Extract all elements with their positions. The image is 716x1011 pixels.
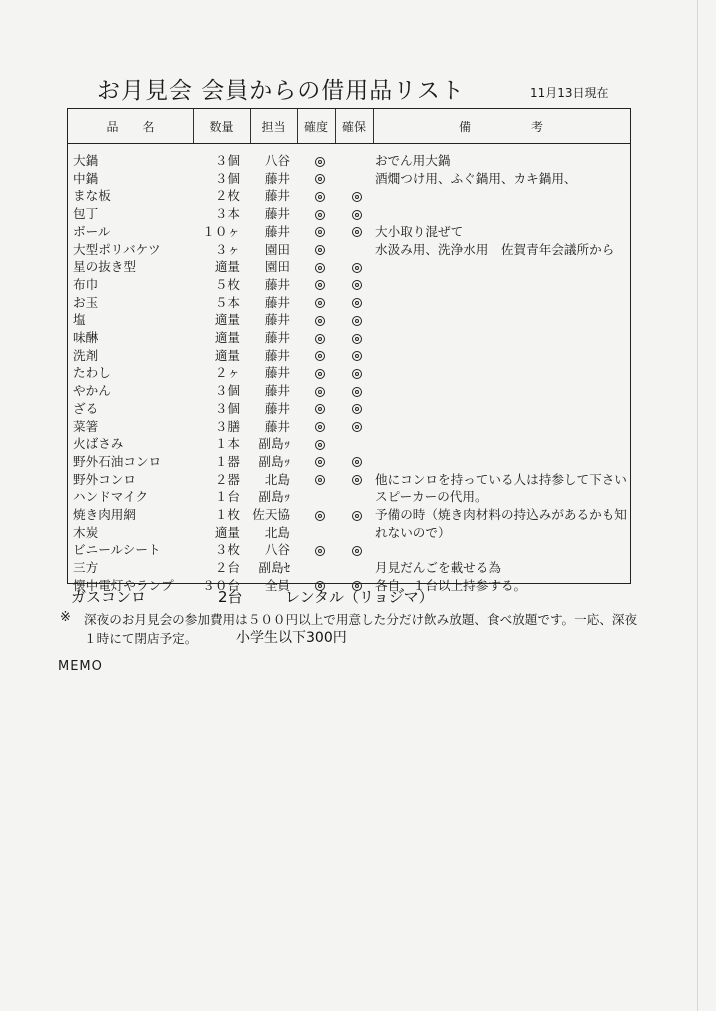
double-circle-icon — [352, 316, 362, 326]
item-name: ざる — [73, 400, 99, 416]
handwritten-extra-qty: 2台 — [218, 588, 243, 606]
kakutei-cell — [310, 506, 330, 524]
item-tanto: 北島 — [264, 471, 290, 487]
kakuho-cell — [347, 329, 367, 347]
item-qty: ２器 — [214, 471, 240, 487]
table-row — [68, 276, 630, 294]
double-circle-icon — [352, 546, 362, 556]
item-qty: ２台 — [214, 560, 240, 576]
item-qty: 適量 — [214, 330, 240, 345]
double-circle-icon — [315, 245, 325, 255]
item-qty: 適量 — [214, 259, 240, 275]
kakuho-cell — [347, 258, 367, 276]
item-tanto: 八谷 — [264, 153, 290, 168]
kakutei-cell — [310, 364, 330, 382]
kakutei-cell — [310, 170, 330, 188]
item-qty: ３個 — [214, 383, 240, 399]
item-qty: １本 — [214, 436, 240, 452]
item-name: 野外石油コンロ — [73, 453, 162, 469]
double-circle-icon — [352, 298, 362, 308]
item-qty: 適量 — [214, 524, 240, 540]
kakutei-cell — [310, 471, 330, 489]
double-circle-icon — [352, 404, 362, 414]
item-biko: 各自、１台以上持参する。 — [375, 577, 527, 593]
item-tanto: 藤井 — [264, 383, 290, 399]
table-row — [68, 170, 630, 188]
item-tanto: 藤井 — [264, 276, 290, 292]
item-name: 三方 — [73, 560, 99, 576]
item-tanto: 園田 — [264, 259, 290, 275]
item-biko: おでん用大鍋 — [375, 153, 451, 168]
item-tanto: 全員 — [264, 577, 290, 593]
table-row — [68, 258, 630, 276]
item-biko: れないので） — [375, 524, 451, 540]
item-qty: ３本 — [214, 206, 240, 222]
table-row — [68, 453, 630, 471]
double-circle-icon — [315, 316, 325, 326]
kakuho-cell — [347, 311, 367, 329]
note-text: 深夜のお月見会の参加費用は５００円以上で用意した分だけ飲み放題、食べ放題です。一応、深夜１時にて閉店予定。 — [84, 612, 638, 646]
item-tanto: 副島ｯ — [258, 453, 290, 469]
double-circle-icon — [315, 457, 325, 467]
table-row — [68, 382, 630, 400]
table-row — [68, 294, 630, 312]
item-qty: ３個 — [214, 153, 240, 168]
kakutei-cell — [310, 241, 330, 259]
item-name: 大鍋 — [73, 153, 99, 168]
item-tanto: 藤井 — [264, 347, 290, 363]
item-name: 包丁 — [73, 206, 99, 222]
table-row — [68, 418, 630, 436]
double-circle-icon — [315, 174, 325, 184]
double-circle-icon — [315, 440, 325, 450]
double-circle-icon — [352, 457, 362, 467]
header-name: 品 名 — [106, 120, 155, 134]
item-tanto: 藤井 — [264, 312, 290, 328]
item-tanto: 藤井 — [264, 418, 290, 434]
kakuho-cell — [347, 347, 367, 365]
double-circle-icon — [315, 334, 325, 344]
item-name: ハンドマイク — [73, 489, 149, 505]
kakuho-cell — [347, 276, 367, 294]
item-name: 布巾 — [73, 276, 99, 292]
double-circle-icon — [315, 263, 325, 273]
kakutei-cell — [310, 541, 330, 559]
item-table — [67, 108, 631, 593]
item-qty: ５本 — [214, 294, 240, 310]
double-circle-icon — [315, 387, 325, 397]
table-row — [68, 347, 630, 365]
item-tanto: 藤井 — [264, 188, 290, 204]
double-circle-icon — [315, 210, 325, 220]
header-biko: 備 考 — [458, 120, 543, 134]
item-biko: 他にコンロを持っている人は持参して下さい — [375, 471, 627, 487]
table-header — [68, 109, 630, 144]
double-circle-icon — [315, 192, 325, 202]
kakuho-cell — [347, 223, 367, 241]
kakuho-cell — [347, 294, 367, 312]
item-name: 野外コンロ — [73, 471, 136, 487]
kakutei-cell — [310, 294, 330, 312]
item-tanto: 副島ｯ — [258, 436, 290, 452]
item-name: まな板 — [73, 188, 111, 204]
item-name: 星の抜き型 — [73, 259, 136, 275]
table-row — [68, 187, 630, 205]
item-tanto: 藤井 — [264, 170, 290, 186]
kakuho-cell — [347, 187, 367, 205]
item-qty: ２枚 — [214, 188, 240, 204]
table-row — [68, 311, 630, 329]
double-circle-icon — [352, 192, 362, 202]
item-qty: ３個 — [214, 400, 240, 416]
kakutei-cell — [310, 258, 330, 276]
double-circle-icon — [352, 511, 362, 521]
double-circle-icon — [352, 334, 362, 344]
kakutei-cell — [310, 418, 330, 436]
item-qty: ２ヶ — [214, 365, 240, 381]
note-asterisk: ※ — [60, 610, 71, 625]
table-row — [68, 329, 630, 347]
item-qty: ３ヶ — [214, 241, 240, 257]
item-name: 塩 — [73, 312, 86, 328]
item-tanto: 副島ｾ — [258, 560, 290, 576]
item-tanto: 佐天協 — [252, 507, 290, 522]
item-biko: 大小取り混ぜて — [375, 223, 464, 239]
table-row — [68, 506, 630, 524]
item-tanto: 藤井 — [264, 330, 290, 345]
double-circle-icon — [315, 280, 325, 290]
item-name: 木炭 — [73, 524, 99, 540]
item-biko: 予備の時（焼き肉材料の持込みがあるかも知 — [375, 507, 627, 522]
double-circle-icon — [352, 210, 362, 220]
item-name: お玉 — [73, 294, 99, 310]
item-qty: ３０台 — [202, 577, 240, 593]
double-circle-icon — [352, 369, 362, 379]
kakutei-cell — [310, 152, 330, 170]
item-tanto: 藤井 — [264, 365, 290, 381]
kakutei-cell — [310, 435, 330, 453]
page-title: お月見会 会員からの借用品リスト — [97, 78, 465, 104]
header-qty: 数量 — [209, 120, 234, 134]
table-row — [68, 471, 630, 489]
kakuho-cell — [347, 382, 367, 400]
kakutei-cell — [310, 276, 330, 294]
table-row — [68, 541, 630, 559]
kakuho-cell — [347, 205, 367, 223]
header-tanto: 担当 — [261, 120, 286, 134]
item-qty: ３枚 — [214, 542, 240, 558]
double-circle-icon — [352, 351, 362, 361]
handwritten-extra-note: レンタル（リョジマ） — [285, 588, 434, 606]
double-circle-icon — [315, 511, 325, 521]
double-circle-icon — [315, 404, 325, 414]
table-row — [68, 205, 630, 223]
item-name: 火ばさみ — [73, 436, 124, 452]
table-row — [68, 364, 630, 382]
kakuho-cell — [347, 506, 367, 524]
double-circle-icon — [315, 351, 325, 361]
kakuho-cell — [347, 418, 367, 436]
double-circle-icon — [352, 263, 362, 273]
kakutei-cell — [310, 311, 330, 329]
item-qty: ５枚 — [214, 276, 240, 292]
table-row — [68, 223, 630, 241]
item-biko: スピーカーの代用。 — [375, 489, 488, 505]
item-biko: 月見だんごを載せる為 — [375, 560, 501, 576]
item-tanto: 八谷 — [264, 542, 290, 558]
kakutei-cell — [310, 223, 330, 241]
as-of-date: 11月13日現在 — [530, 86, 609, 100]
double-circle-icon — [315, 369, 325, 379]
table-row — [68, 488, 630, 506]
item-biko: 酒燗つけ用、ふぐ鍋用、カキ鍋用、 — [375, 170, 577, 186]
item-name: たわし — [73, 365, 111, 381]
table-row — [68, 435, 630, 453]
item-qty: １台 — [214, 489, 240, 505]
item-tanto: 副島ｯ — [258, 489, 290, 505]
item-qty: １０ヶ — [202, 223, 240, 239]
item-name: 菜箸 — [73, 418, 99, 434]
double-circle-icon — [352, 422, 362, 432]
item-tanto: 藤井 — [264, 400, 290, 416]
double-circle-icon — [315, 475, 325, 485]
double-circle-icon — [352, 280, 362, 290]
page-edge — [697, 0, 698, 1011]
item-name: 味醂 — [73, 330, 99, 345]
memo-label: MEMO — [58, 659, 103, 674]
item-tanto: 園田 — [264, 241, 290, 257]
item-biko: 水汲み用、洗浄水用 佐賀青年会議所から — [375, 241, 615, 257]
table-row — [68, 152, 630, 170]
item-name: ボール — [73, 223, 111, 239]
item-name: 大型ポリバケツ — [73, 241, 161, 257]
table-row — [68, 241, 630, 259]
kakuho-cell — [347, 471, 367, 489]
kakutei-cell — [310, 329, 330, 347]
item-name: 懐中電灯やランプ — [73, 577, 174, 593]
kakutei-cell — [310, 205, 330, 223]
item-name: ビニールシート — [73, 542, 161, 558]
item-name: やかん — [73, 383, 111, 399]
handwritten-extra-item: ガスコンロ — [71, 588, 147, 606]
handwritten-child-fee: 小学生以下300円 — [236, 630, 347, 646]
kakuho-cell — [347, 541, 367, 559]
item-tanto: 藤井 — [264, 223, 290, 239]
kakutei-cell — [310, 453, 330, 471]
item-name: 洗剤 — [73, 347, 99, 363]
item-qty: １器 — [214, 453, 240, 469]
double-circle-icon — [315, 298, 325, 308]
double-circle-icon — [315, 422, 325, 432]
item-qty: 適量 — [214, 312, 240, 328]
double-circle-icon — [352, 475, 362, 485]
double-circle-icon — [352, 227, 362, 237]
table-row — [68, 559, 630, 577]
double-circle-icon — [315, 546, 325, 556]
kakutei-cell — [310, 347, 330, 365]
item-qty: ３個 — [214, 170, 240, 186]
item-name: 焼き肉用網 — [73, 507, 136, 522]
double-circle-icon — [315, 227, 325, 237]
item-qty: ３膳 — [214, 418, 240, 434]
kakutei-cell — [310, 187, 330, 205]
kakuho-cell — [347, 400, 367, 418]
table-row — [68, 400, 630, 418]
item-tanto: 藤井 — [264, 206, 290, 222]
kakutei-cell — [310, 382, 330, 400]
kakuho-cell — [347, 364, 367, 382]
item-qty: 適量 — [214, 347, 240, 363]
double-circle-icon — [352, 387, 362, 397]
double-circle-icon — [315, 157, 325, 167]
item-tanto: 北島 — [264, 524, 290, 540]
kakuho-cell — [347, 453, 367, 471]
item-name: 中鍋 — [73, 170, 99, 186]
table-row — [68, 524, 630, 542]
item-qty: １枚 — [214, 507, 240, 522]
item-tanto: 藤井 — [264, 294, 290, 310]
header-kakutei: 確度 — [303, 120, 328, 134]
header-kakuho: 確保 — [341, 120, 366, 134]
kakutei-cell — [310, 400, 330, 418]
